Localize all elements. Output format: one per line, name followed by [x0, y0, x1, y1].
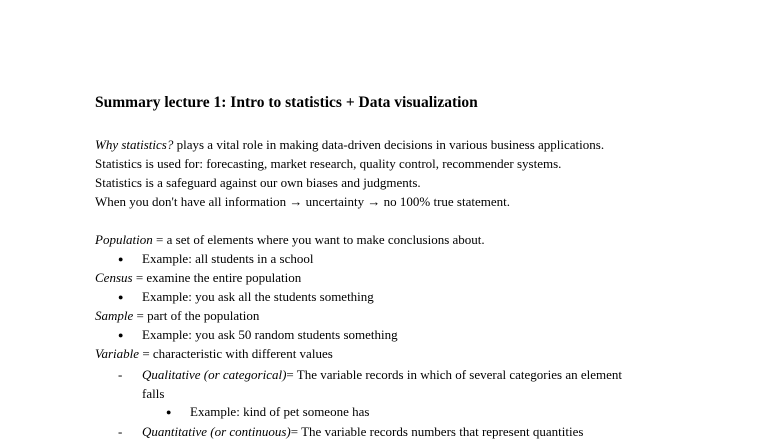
- population-example: Example: all students in a school: [142, 251, 314, 266]
- qualitative-def-text: = The variable records in which of several categories an element: [286, 367, 622, 382]
- quantitative-term: Quantitative (or continuous): [142, 424, 291, 439]
- intro-line-3: Statistics is a safeguard against our own biases and judgments.: [95, 175, 421, 190]
- why-statistics-term: Why statistics?: [95, 137, 174, 152]
- variable-term: Variable: [95, 346, 140, 361]
- intro-line-2: Statistics is used for: forecasting, market research, quality control, recommender systems.: [95, 156, 562, 171]
- population-term: Population: [95, 232, 153, 247]
- population-def-text: = a set of elements where you want to make conclusions about.: [152, 232, 485, 247]
- census-term: Census: [95, 270, 133, 285]
- document-title: Summary lecture 1: Intro to statistics + Data visualization: [95, 94, 478, 111]
- quantitative-definition: [142, 424, 583, 440]
- census-definition: [95, 270, 301, 286]
- variable-definition: [95, 346, 333, 362]
- sample-example: Example: you ask 50 random students something: [142, 327, 398, 342]
- dash-marker: -: [118, 367, 123, 382]
- census-def-text: = examine the entire population: [132, 270, 302, 285]
- bullet-icon: ●: [118, 292, 124, 302]
- population-definition: [95, 232, 485, 248]
- bullet-icon: ●: [118, 254, 124, 264]
- bullet-icon: ●: [118, 330, 124, 340]
- sample-definition: [95, 308, 259, 324]
- dash-marker: -: [118, 424, 123, 439]
- intro-line-1: [95, 137, 604, 153]
- why-statistics-text: plays a vital role in making data-driven decisions in various business applications.: [173, 137, 605, 152]
- census-example: Example: you ask all the students something: [142, 289, 374, 304]
- bullet-icon: ●: [166, 407, 172, 417]
- qualitative-term: Qualitative (or categorical): [142, 367, 287, 382]
- sample-term: Sample: [95, 308, 134, 323]
- qualitative-example: Example: kind of pet someone has: [190, 404, 370, 419]
- qualitative-def-continued: falls: [142, 386, 165, 401]
- sample-def-text: = part of the population: [133, 308, 260, 323]
- variable-def-text: = characteristic with different values: [139, 346, 333, 361]
- quantitative-def-text: = The variable records numbers that represent quantities: [290, 424, 584, 439]
- qualitative-definition: [142, 367, 622, 383]
- intro-line-4: When you don't have all information → uncertainty → no 100% true statement.: [95, 194, 510, 209]
